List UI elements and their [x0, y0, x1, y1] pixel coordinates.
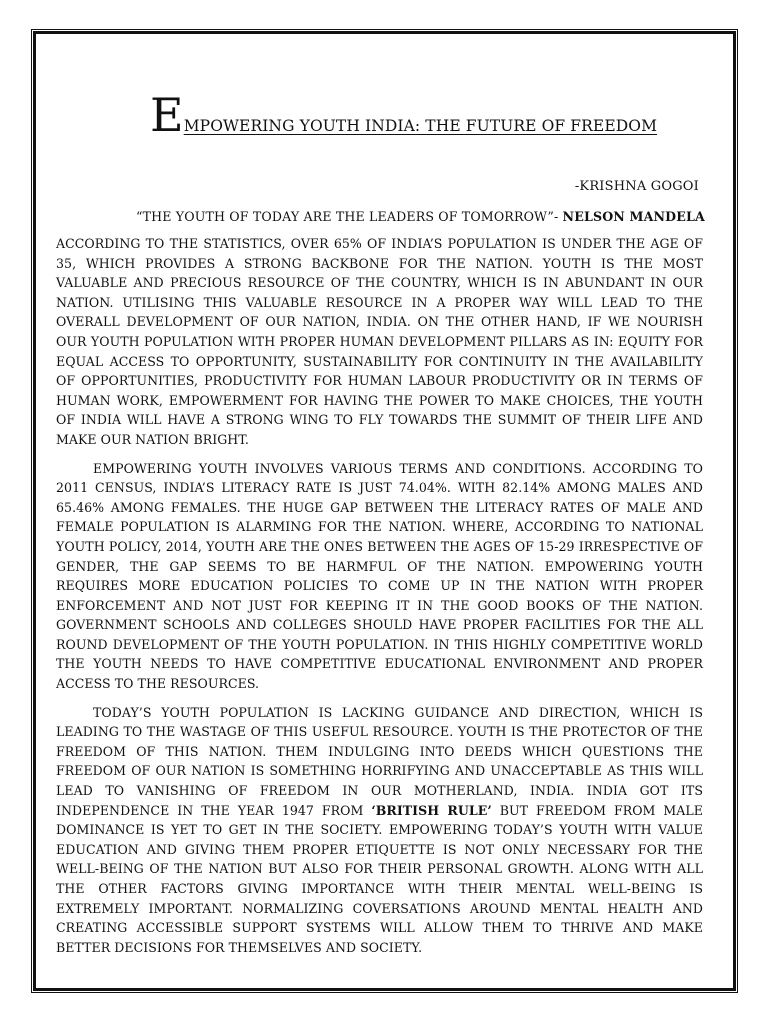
paragraph-3-bold-phrase: ‘BRITISH RULE’: [371, 802, 492, 818]
epigraph-quote: [56, 209, 703, 224]
author-line: -KRISHNA GOGOI: [574, 179, 699, 194]
paragraph-1: ACCORDING TO THE STATISTICS, OVER 65% OF INDIA’S POPULATION IS UNDER THE AGE OF 35, WHICH PROVIDES A STRONG BACKBONE FOR THE NATION. YOUTH IS THE MOST VALUABLE AND PRECIOUS RESOURCE OF THE COUNTRY, WHICH IS IN ABUNDANT IN OUR NATION. UTILISING THIS VALUABLE RESOURCE IN A PROPER WAY WILL LEAD TO THE OVERALL DEVELOPMENT OF OUR NATION, INDIA. ON THE OTHER HAND, IF WE NOURISH OUR YOUTH POPULATION WITH PROPER HUMAN DEVELOPMENT PILLARS AS IN: EQUITY FOR EQUAL ACCESS TO OPPORTUNITY, SUSTAINABILITY FOR CONTINUITY IN THE AVAILABILITY OF OPPORTUNITIES, PRODUCTIVITY FOR HUMAN LABOUR PRODUCTIVITY OR IN TERMS OF HUMAN WORK, EMPOWERMENT FOR HAVING THE POWER TO MAKE CHOICES, THE YOUTH OF INDIA WILL HAVE A STRONG WING TO FLY TOWARDS THE SUMMIT OF THEIR LIFE AND MAKE OUR NATION BRIGHT.: [56, 236, 703, 447]
title-drop-cap: E: [150, 88, 184, 142]
document-body: [56, 88, 705, 957]
title-text: MPOWERING YOUTH INDIA: THE FUTURE OF FREEDOM: [183, 117, 658, 135]
paragraph-3: [56, 703, 703, 958]
quote-text: “THE YOUTH OF TODAY ARE THE LEADERS OF TOMORROW”-: [136, 209, 563, 224]
quote-author: NELSON MANDELA: [562, 209, 705, 224]
paragraph-2: EMPOWERING YOUTH INVOLVES VARIOUS TERMS AND CONDITIONS. ACCORDING TO 2011 CENSUS, INDIA’S LITERACY RATE IS JUST 74.04%. WITH 82.14% AMONG MALES AND 65.46% AMONG FEMALES. THE HUGE GAP BETWEEN THE LITERACY RATES OF MALE AND FEMALE POPULATION IS ALARMING FOR THE NATION. WHERE, ACCORDING TO NATIONAL YOUTH POLICY, 2014, YOUTH ARE THE ONES BETWEEN THE AGES OF 15-29 IRRESPECTIVE OF GENDER, THE GAP SEEMS TO BE HARMFUL OF THE NATION. EMPOWERING YOUTH REQUIRES MORE EDUCATION POLICIES TO COME UP IN THE NATION WITH PROPER ENFORCEMENT AND NOT JUST FOR KEEPING IT IN THE GOOD BOOKS OF THE NATION. GOVERNMENT SCHOOLS AND COLLEGES SHOULD HAVE PROPER FACILITIES FOR THE ALL ROUND DEVELOPMENT OF THE YOUTH POPULATION. IN THIS HIGHLY COMPETITIVE WORLD THE YOUTH NEEDS TO HAVE COMPETITIVE EDUCATIONAL ENVIRONMENT AND PROPER ACCESS TO THE RESOURCES.: [56, 460, 703, 692]
paragraph-3-text-b: BUT FREEDOM FROM MALE DOMINANCE IS YET TO GET IN THE SOCIETY. EMPOWERING TODAY’S YOUTH WITH VALUE EDUCATION AND GIVING THEM PROPER ETIQUETTE IS NOT ONLY NECESSARY FOR THE WELL-BEING OF THE NATION BUT ALSO FOR THEIR PERSONAL GROWTH. ALONG WITH ALL THE OTHER FACTORS GIVING IMPORTANCE WITH THEIR MENTAL WELL-BEING IS EXTREMELY IMPORTANT. NORMALIZING COVERSATIONS AROUND MENTAL HEALTH AND CREATING ACCESSIBLE SUPPORT SYSTEMS WILL ALLOW THEM TO THRIVE AND MAKE BETTER DECISIONS FOR THEMSELVES AND SOCIETY.: [56, 802, 703, 955]
document-title: [56, 88, 703, 152]
paragraph-3-text-a: TODAY’S YOUTH POPULATION IS LACKING GUIDANCE AND DIRECTION, WHICH IS LEADING TO THE WASTAGE OF THIS USEFUL RESOURCE. YOUTH IS THE PROTECTOR OF THE FREEDOM OF THIS NATION. THEM INDULGING INTO DEEDS WHICH QUESTIONS THE FREEDOM OF OUR NATION IS SOMETHING HORRIFYING AND UNACCEPTABLE AS THIS WILL LEAD TO VANISHING OF FREEDOM IN OUR MOTHERLAND, INDIA. INDIA GOT ITS INDEPENDENCE IN THE YEAR 1947 FROM: [56, 704, 703, 818]
